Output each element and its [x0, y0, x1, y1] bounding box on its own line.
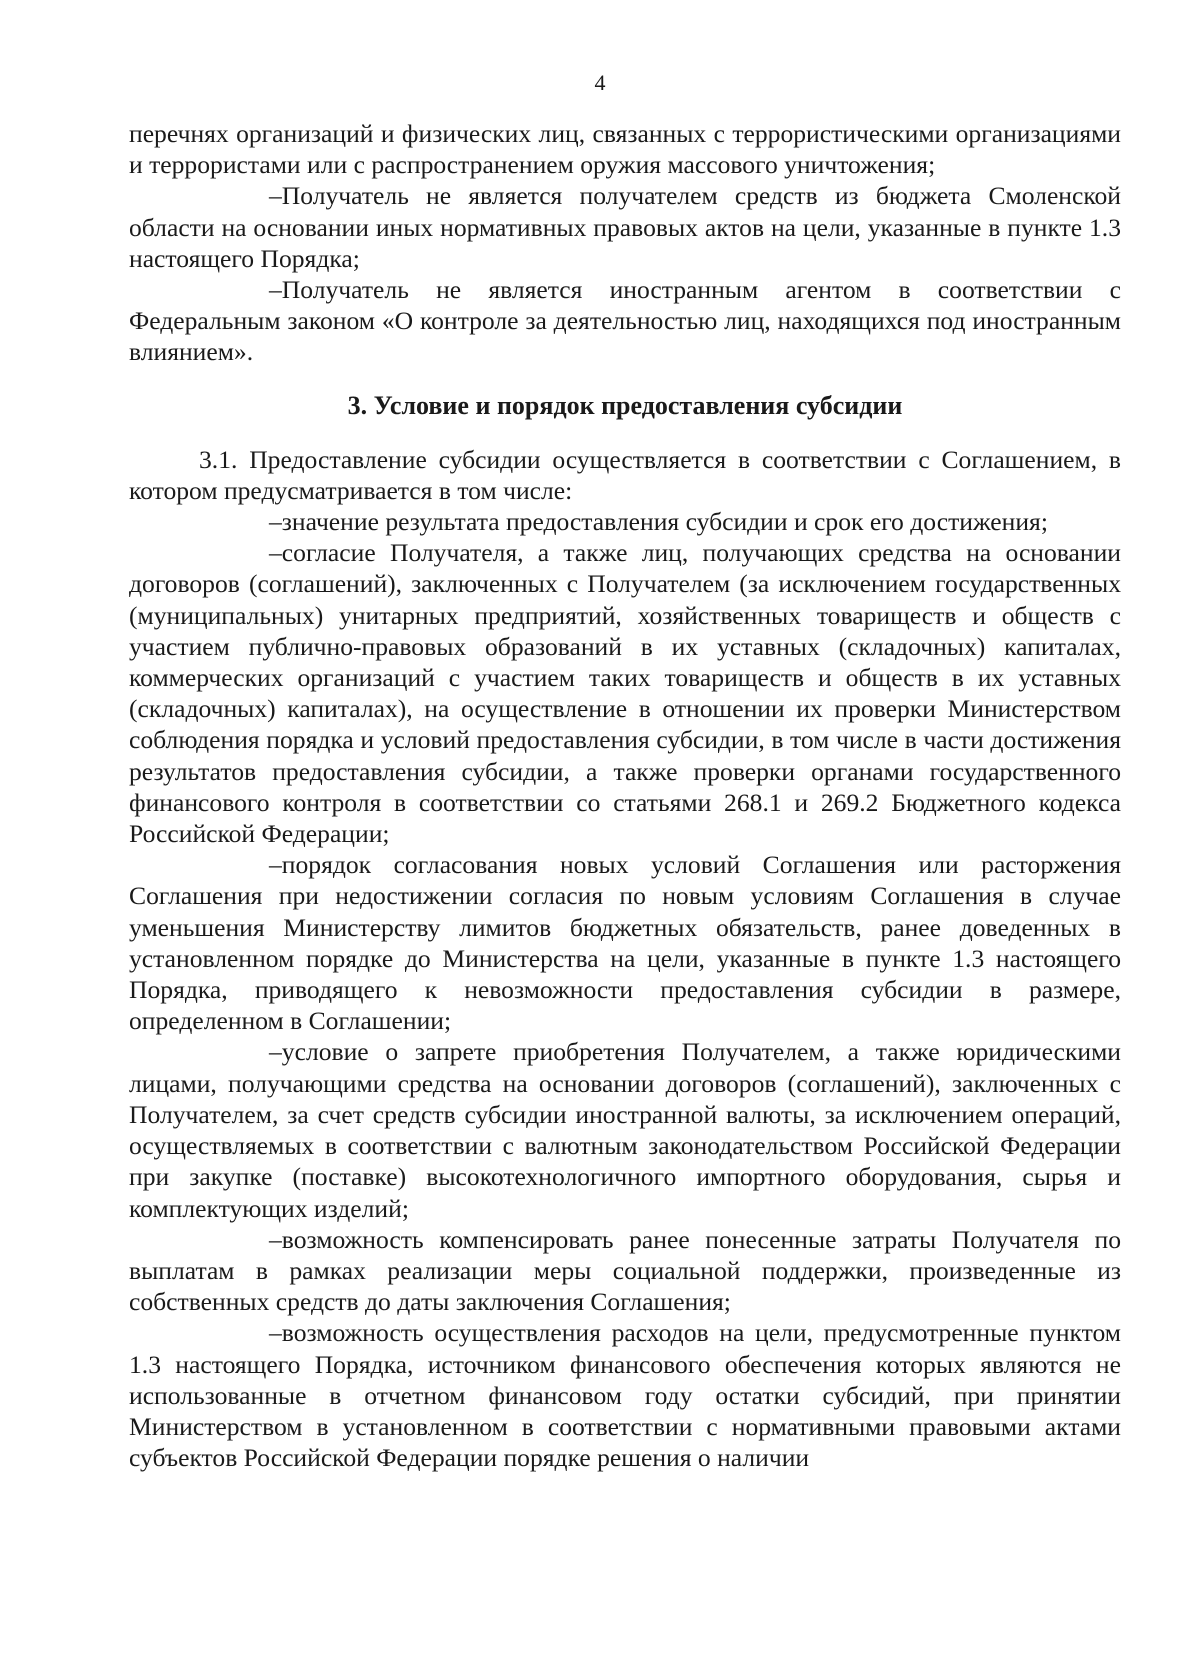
list-item	[129, 1224, 1121, 1318]
list-item	[129, 1317, 1121, 1473]
paragraph-continuation: перечнях организаций и физических лиц, связанных с террористическими организациями и террористами или с распространением оружия массового уничтожения;	[129, 119, 1121, 180]
list-item-text: условие о запрете приобретения Получателем, а также юридическими лицами, получающими средства на основании договоров (соглашений), заключенных с Получателем, за счет средств субсидии иностранной валюты, за исключением операций, осуществляемых в соответствии с валютным законодательством Российской Федерации при закупке (поставке) высокотехнологичного импортного оборудования, сырья и комплектующих изделий;	[129, 1037, 1121, 1223]
list-item	[129, 180, 1121, 274]
section-intro: 3.1. Предоставление субсидии осуществляется в соответствии с Соглашением, в котором предусматривается в том числе:	[129, 444, 1121, 505]
list-item-text: возможность компенсировать ранее понесенные затраты Получателя по выплатам в рамках реализации меры социальной поддержки, произведенные из собственных средств до даты заключения Соглашения;	[129, 1224, 1121, 1317]
list-dash: –	[269, 1318, 282, 1348]
list-item	[129, 274, 1121, 368]
page-number: 4	[594, 70, 606, 95]
list-dash: –	[269, 538, 282, 568]
list-item-text: значение результата предоставления субсидии и срок его достижения;	[281, 507, 1048, 537]
list-dash: –	[269, 275, 282, 305]
list-dash: –	[269, 850, 282, 880]
list-item-text: согласие Получателя, а также лиц, получающих средства на основании договоров (соглашений), заключенных с Получателем (за исключением государственных (муниципальных) унитарных предприятий, хозяйственных товариществ и обществ с участием публично-правовых образований в их уставных (складочных) капиталах, коммерческих организаций с участием таких товариществ и обществ в их уставных (складочных) капиталах), на осуществление в отношении их проверки Министерством соблюдения порядка и условий предоставления субсидии, в том числе в части достижения результатов предоставления субсидии, а также проверки органами государственного финансового контроля в соответствии со статьями 268.1 и 269.2 Бюджетного кодекса Российской Федерации;	[129, 538, 1121, 849]
list-dash: –	[269, 181, 282, 211]
list-dash: –	[269, 1224, 282, 1254]
list-item-text: возможность осуществления расходов на цели, предусмотренные пунктом 1.3 настоящего Порядка, источником финансового обеспечения которых являются не использованные в отчетном финансовом году остатки субсидий, при принятии Министерством в установленном в соответствии с нормативными правовыми актами субъектов Российской Федерации порядке решения о наличии	[129, 1318, 1121, 1473]
list-dash: –	[269, 1037, 282, 1067]
list-item-text: Получатель не является получателем средств из бюджета Смоленской области на основании иных нормативных правовых актов на цели, указанные в пункте 1.3 настоящего Порядка;	[129, 181, 1121, 273]
list-dash: –	[269, 507, 282, 537]
list-item-text: порядок согласования новых условий Соглашения или расторжения Соглашения при недостижении согласия по новым условиям Соглашения в случае уменьшения Министерству лимитов бюджетных обязательств, ранее доведенных в установленном порядке до Министерства на цели, указанные в пункте 1.3 настоящего Порядка, приводящего к невозможности предоставления субсидии в размере, определенном в Соглашении;	[129, 850, 1121, 1036]
list-item	[129, 1036, 1121, 1223]
list-item-text: Получатель не является иностранным агентом в соответствии с Федеральным законом «О контроле за деятельностью лиц, находящихся под иностранным влиянием».	[129, 275, 1121, 367]
list-item	[129, 537, 1121, 849]
document-body	[129, 118, 1121, 1473]
list-item	[129, 849, 1121, 1036]
list-item	[129, 506, 1121, 537]
section-heading: 3. Условие и порядок предоставления субсидии	[347, 390, 903, 420]
